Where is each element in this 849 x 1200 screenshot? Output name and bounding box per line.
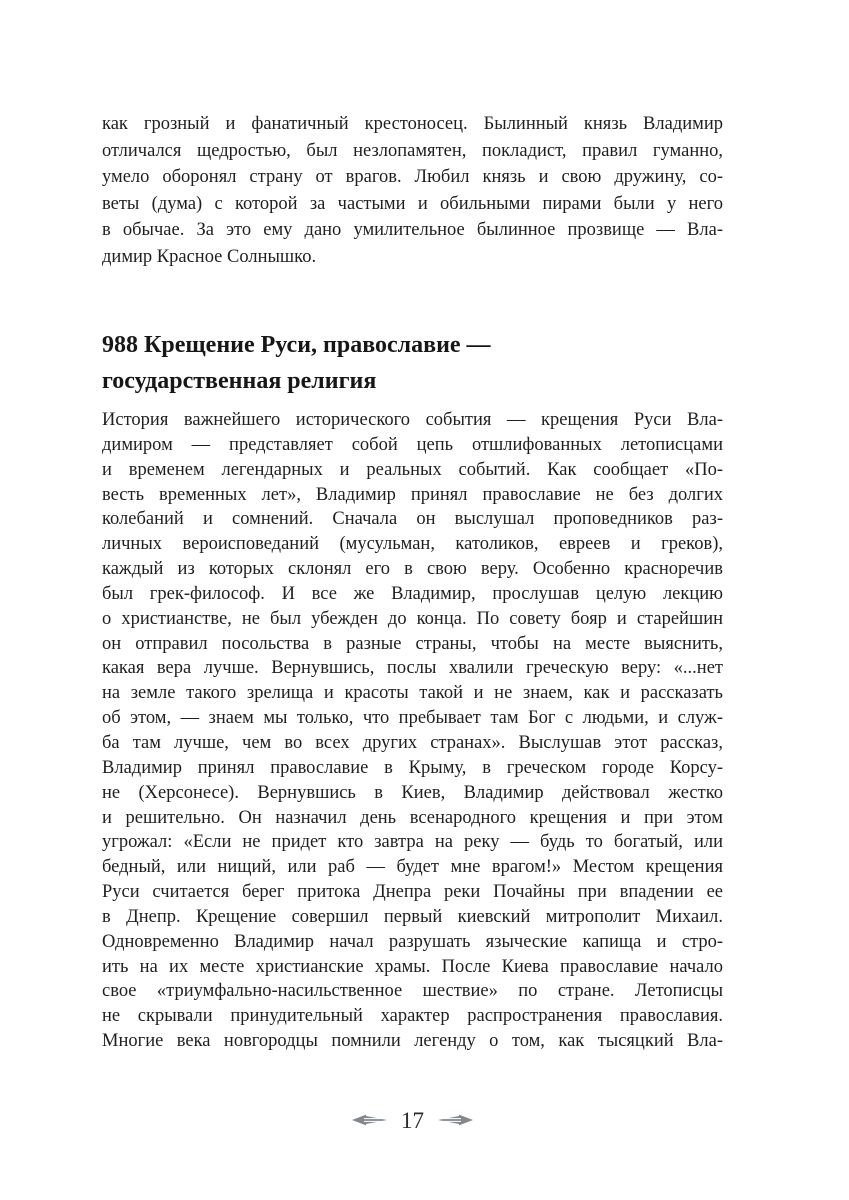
page-number: 17 (401, 1107, 424, 1133)
text-line: отличался щедростью, был незлопамятен, покладист, правил гуманно, (102, 140, 723, 161)
text-line: Одновременно Владимир начал разрушать языческие капища и стро- (102, 931, 723, 952)
text-line: свое «триумфально-насильственное шествие» по стране. Летописцы (102, 981, 723, 1002)
text-line: умело оборонял страну от врагов. Любил князь и свою дружину, со- (102, 167, 723, 188)
text-line: на земле такого зрелища и красоты такой и не знаем, как и рассказать (102, 683, 723, 704)
text-line: об этом, — знаем мы только, что пребывает там Бог с людьми, и служ- (102, 708, 723, 729)
text-line: какая вера лучше. Вернувшись, послы хвалили греческую веру: «...нет (102, 658, 723, 679)
page-footer (102, 1102, 723, 1138)
text-line: весть временных лет», Владимир принял православие не без долгих (102, 484, 723, 505)
text-line: колебаний и сомнений. Сначала он выслушал проповедников раз- (102, 509, 723, 530)
text-line: не скрывали принудительный характер распространения православия. (102, 1006, 723, 1027)
text-line: и решительно. Он назначил день всенародного крещения и при этом (102, 807, 723, 828)
text-line: Руси считается берег притока Днепра реки Почайны при впадении ее (102, 882, 723, 903)
text-line: личных вероисповеданий (мусульман, католиков, евреев и греков), (102, 534, 723, 555)
text-line: каждый из которых склонял его в свою веру. Особенно красноречив (102, 559, 723, 580)
text-line: веты (дума) с которой за частыми и обильными пирами были у него (102, 193, 723, 214)
right-arrow-ornament-icon (438, 1113, 473, 1127)
intro-paragraph (102, 111, 723, 271)
text-line: был грек-философ. И все же Владимир, прослушав целую лекцию (102, 583, 723, 604)
text-line: ба там лучше, чем во всех других странах». Выслушав этот рассказ, (102, 732, 723, 753)
section-heading (102, 328, 723, 399)
text-line: как грозный и фанатичный крестоносец. Былинный князь Владимир (102, 114, 723, 134)
text-line: о христианстве, не был убежден до конца. По совету бояр и старейшин (102, 608, 723, 629)
text-line: Многие века новгородцы помнили легенду о том, как тысяцкий Вла- (102, 1031, 723, 1052)
text-line: не (Херсонесе). Вернувшись в Киев, Владимир действовал жестко (102, 782, 723, 803)
text-line: 988 Крещение Руси, православие — (102, 332, 491, 358)
text-line: и временем легендарных и реальных событий. Как сообщает «По- (102, 459, 723, 480)
text-line: в обычае. За это ему дано умилительное былинное прозвище — Вла- (102, 220, 723, 241)
text-line: димир Красное Солнышко. (102, 246, 317, 267)
text-line: История важнейшего исторического события — крещения Руси Вла- (102, 410, 723, 430)
text-line: в Днепр. Крещение совершил первый киевский митрополит Михаил. (102, 906, 723, 927)
text-line: димиром — представляет собой цепь отшлифованных летописцами (102, 434, 723, 455)
text-line: ить на их месте христианские храмы. После Киева православие начало (102, 956, 723, 977)
text-line: Владимир принял православие в Крыму, в греческом городе Корсу- (102, 757, 723, 778)
text-line: государственная религия (102, 367, 377, 394)
text-line: угрожал: «Если не придет кто завтра на реку — будь то богатый, или (102, 832, 723, 853)
text-line: он отправил посольства в разные страны, чтобы на месте выяснить, (102, 633, 723, 654)
left-arrow-ornament-icon (352, 1113, 387, 1127)
body-paragraph (102, 408, 723, 1054)
text-line: бедный, или нищий, или раб — будет мне врагом!» Местом крещения (102, 857, 723, 878)
